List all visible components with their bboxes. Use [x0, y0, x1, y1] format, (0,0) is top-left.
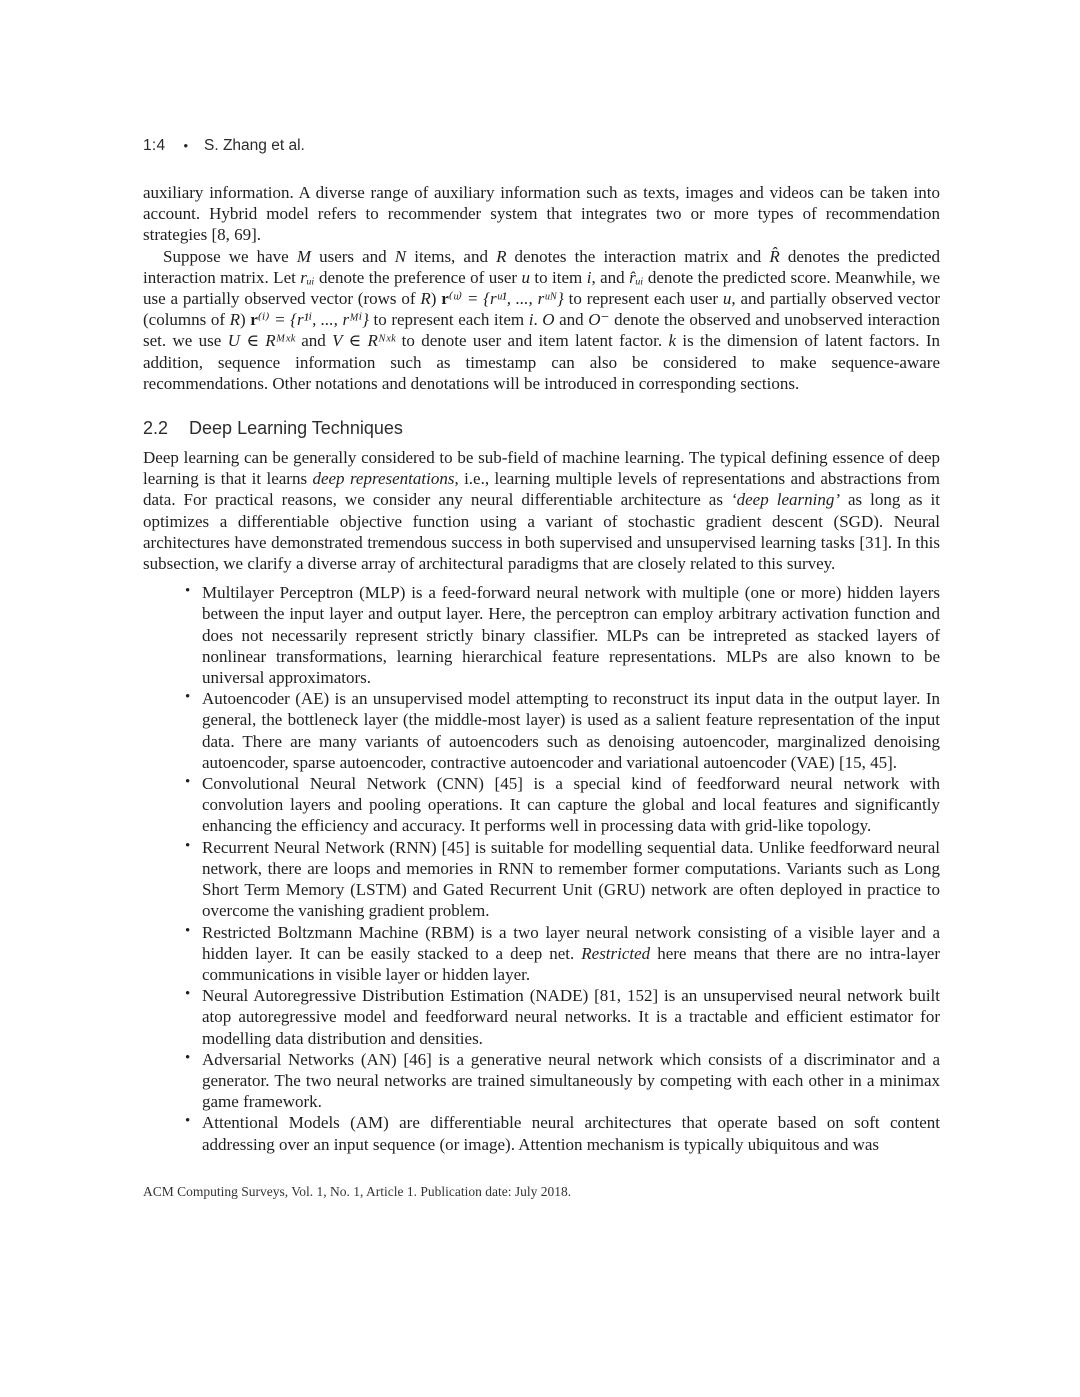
paragraph-notation: Suppose we have M users and N items, and R denotes the interaction matrix and R̂ denotes the predicted interaction matrix. Let rᵤᵢ denote the preference of user u to item i, and r̂ᵤᵢ denote the predicted score. Meanwhile, we use a partially observed vector (rows of R) r⁽ᵘ⁾ = {rᵘ¹, ..., rᵘᴺ} to represent each user u, and partially observed vector (columns of R) r⁽ⁱ⁾ = {r¹ⁱ, ..., rᴹⁱ} to represent each item i. O and O⁻ denote the observed and unobserved interaction set. we use U ∈ Rᴹˣᵏ and V ∈ Rᴺˣᵏ to denote user and item latent factor. k is the dimension of latent factors. In addition, sequence information such as timestamp can also be considered to make sequence-aware recommendations. Other notations and denotations will be introduced in corresponding sections. [143, 246, 941, 393]
bullet-marker: • [185, 774, 191, 791]
bullet-text: Adversarial Networks (AN) [46] is a generative neural network which consists of a discriminator and a generator. The two neural networks are trained simultaneously by competing with each other in a minimax game framework. [202, 1049, 940, 1112]
page-number: 1:4 [143, 137, 166, 154]
bullet-text: Restricted Boltzmann Machine (RBM) is a two layer neural network consisting of a visible layer and a hidden layer. It can be easily stacked to a deep net. Restricted here means that there are no intra-layer communications in visible layer or hidden layer. [202, 922, 940, 984]
footer-citation: ACM Computing Surveys, Vol. 1, No. 1, Article 1. Publication date: July 2018. [143, 1184, 572, 1199]
list-item-rbm [185, 922, 940, 986]
bullet-text: Neural Autoregressive Distribution Estimation (NADE) [81, 152] is an unsupervised neural network built atop autoregressive model and feedforward neural networks. It is a tractable and efficient estimator for modelling data distribution and densities. [202, 986, 940, 1048]
bullet-marker: • [185, 689, 191, 706]
header-separator-bullet: • [183, 138, 189, 153]
techniques-bullet-list [143, 582, 940, 1154]
running-header [143, 136, 940, 155]
list-item-mlp [185, 582, 940, 688]
bullet-text: Attentional Models (AM) are differentiable neural architectures that operate based on soft content addressing over an input sequence (or image). Attention mechanism is typically ubiquitous and was [202, 1113, 940, 1154]
bullet-text: Multilayer Perceptron (MLP) is a feed-forward neural network with multiple (one or more) hidden layers between the input layer and output layer. Here, the perceptron can employ arbitrary activation function and does not necessarily represent strictly binary classifier. MLPs can be intrepreted as stacked layers of nonlinear transformations, learning hierarchical feature representations. MLPs are also known to be universal approximators. [202, 583, 940, 688]
section-title: Deep Learning Techniques [189, 418, 403, 439]
bullet-marker: • [185, 1049, 191, 1066]
list-item-attentional-models [185, 1112, 940, 1154]
list-item-adversarial-networks [185, 1049, 940, 1113]
bullet-text: Convolutional Neural Network (CNN) [45] is a special kind of feedforward neural network with convolution layers and pooling operations. It can capture the global and local features and significantly enhancing the efficiency and accuracy. It performs well in processing data with grid-like topology. [202, 774, 940, 836]
bullet-marker: • [185, 837, 191, 854]
paragraph-auxiliary-information: auxiliary information. A diverse range of auxiliary information such as texts, images and videos can be taken into account. Hybrid model refers to recommender system that integrates two or more types of recommendation strategies [8, 69]. [143, 183, 940, 245]
section-number: 2.2 [143, 418, 169, 439]
bullet-marker: • [185, 986, 191, 1003]
list-item-cnn [185, 773, 940, 837]
list-item-nade [185, 985, 940, 1049]
bullet-marker: • [185, 922, 191, 939]
bullet-text: Recurrent Neural Network (RNN) [45] is suitable for modelling sequential data. Unlike feedforward neural network, there are loops and memories in RNN to remember former computations. Variants such as Long Short Term Memory (LSTM) and Gated Recurrent Unit (GRU) network are often deployed in practice to overcome the vanishing gradient problem. [202, 837, 940, 921]
bullet-marker: • [185, 1113, 191, 1130]
running-header-authors: S. Zhang et al. [204, 137, 305, 154]
list-item-autoencoder [185, 688, 940, 773]
bullet-marker: • [185, 583, 191, 600]
section-heading [143, 417, 940, 439]
paragraph-deep-learning-intro: Deep learning can be generally considered to be sub-field of machine learning. The typical defining essence of deep learning is that it learns deep representations, i.e., learning multiple levels of representations and abstractions from data. For practical reasons, we consider any neural differentiable architecture as ‘deep learning’ as long as it optimizes a differentiable objective function using a variant of stochastic gradient descent (SGD). Neural architectures have demonstrated tremendous success in both supervised and unsupervised learning tasks [31]. In this subsection, we clarify a diverse array of architectural paradigms that are closely related to this survey. [143, 448, 940, 574]
list-item-rnn [185, 837, 940, 922]
bullet-text: Autoencoder (AE) is an unsupervised model attempting to reconstruct its input data in the output layer. In general, the bottleneck layer (the middle-most layer) is used as a salient feature representation of the input data. There are many variants of autoencoders such as denoising autoencoder, marginalized denoising autoencoder, sparse autoencoder, contractive autoencoder and variational autoencoder (VAE) [15, 45]. [202, 689, 940, 772]
